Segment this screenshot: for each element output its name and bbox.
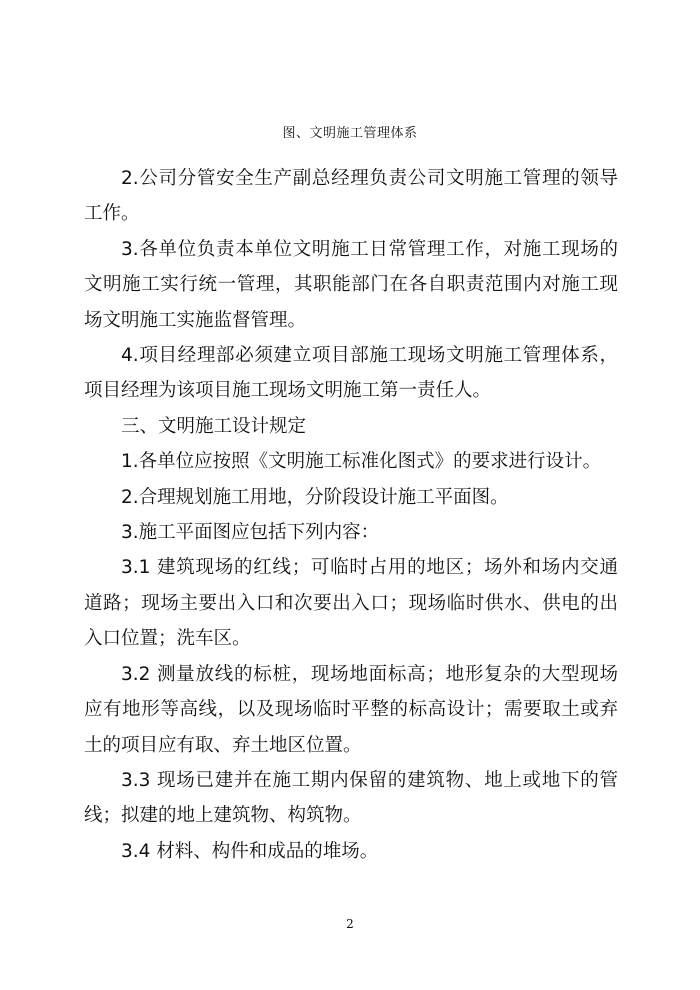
paragraph-4-project-department: 4.项目经理部必须建立项目部施工现场文明施工管理体系，项目经理为该项目施工现场文明施工第一责任人。 <box>84 345 618 402</box>
figure-caption: 图、文明施工管理体系 <box>282 126 418 141</box>
paragraph-1-standard-design: 1.各单位应按照《文明施工标准化图式》的要求进行设计。 <box>121 451 602 473</box>
paragraph-3-3-existing-buildings: 3.3 现场已建并在施工期内保留的建筑物、地上或地下的管线；拟建的地上建筑物、构筑物。 <box>84 769 618 827</box>
paragraph-3-4-material-yard: 3.4 材料、构件和成品的堆场。 <box>121 840 379 862</box>
section-heading-design-rules: 三、文明施工设计规定 <box>121 415 307 437</box>
paragraph-3-1-red-line: 3.1 建筑现场的红线；可临时占用的地区；场外和场内交通道路；现场主要出入口和次要出入口；现场临时供水、供电的出入口位置；洗车区。 <box>84 557 618 650</box>
paragraph-2-vice-manager-duty: 2.公司分管安全生产副总经理负责公司文明施工管理的领导工作。 <box>84 168 618 225</box>
paragraph-3-unit-responsibility: 3.各单位负责本单位文明施工日常管理工作，对施工现场的文明施工实行统一管理，其职能部门在各自职责范围内对施工现场文明施工实施监督管理。 <box>84 238 618 331</box>
paragraph-3-2-survey-stakes: 3.2 测量放线的标桩，现场地面标高；地形复杂的大型现场应有地形等高线，以及现场临时平整的标高设计；需要取土或弃土的项目应有取、弃土地区位置。 <box>84 663 618 756</box>
document-body <box>84 161 618 869</box>
page-number: 2 <box>346 917 354 931</box>
paragraph-3-plan-contents: 3.施工平面图应包括下列内容： <box>121 522 380 544</box>
paragraph-2-site-planning: 2.合理规划施工用地，分阶段设计施工平面图。 <box>121 486 509 508</box>
